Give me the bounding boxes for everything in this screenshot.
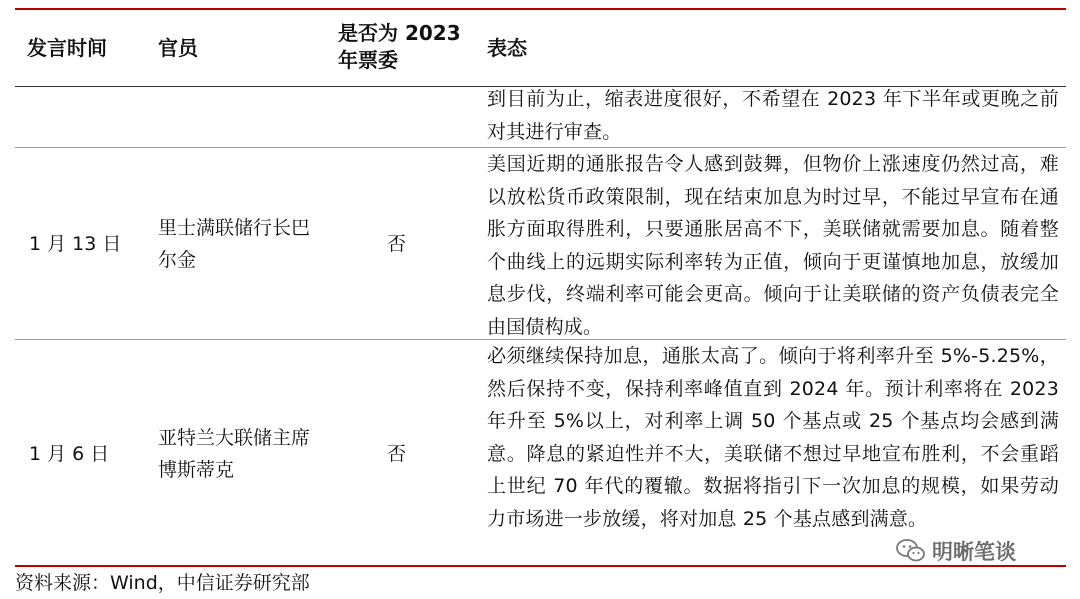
table-row-date: 1 月 13 日 [29, 233, 122, 255]
table-row-statement: 美国近期的通胀报告令人感到鼓舞，但物价上涨速度仍然过高，难以放松货币政策限制，现在结束加息为时过早，不能过早宣布在通胀方面取得胜利，只要通胀居高不下，美联储就需要加息。随着整个曲线上的远期实际利率转为正值，倾向于更谨慎地加息，放缓加息步伐，终端利率可能会更高。倾向于让美联储的资产负债表完全由国债构成。 [487, 153, 1059, 338]
table-row-official: 里士满联储行长巴尔金 [158, 217, 311, 271]
table-top-rule [15, 8, 1066, 10]
header-voter: 是否为 2023 年票委 [338, 21, 461, 72]
header-official: 官员 [158, 36, 198, 60]
header-time: 发言时间 [27, 36, 107, 60]
table-row-voter: 否 [387, 443, 407, 465]
header-statement: 表态 [487, 36, 527, 60]
watermark-text: 明晰笔谈 [932, 540, 1016, 564]
table-row-voter: 否 [387, 233, 407, 255]
source-note: 资料来源：Wind，中信证券研究部 [15, 572, 310, 594]
table-row-date: 1 月 6 日 [29, 443, 110, 465]
wechat-icon [896, 538, 926, 564]
table-row-official: 亚特兰大联储主席博斯蒂克 [158, 427, 311, 481]
watermark [896, 536, 1016, 566]
table-row-statement: 必须继续保持加息，通胀太高了。倾向于将利率升至 5%-5.25%，然后保持不变，保持利率峰值直到 2024 年。预计利率将在 2023 年升至 5%以上，对利率上调 50 个基点或 25 个基点均会感到满意。降息的紧迫性并不大，美联储不想过早地宣布胜利，不会重蹈上世纪 70 年代的覆辙。数据将指引下一次加息的规模，如果劳动力市场进一步放缓，将对加息 25 个基点感到满意。 [487, 345, 1059, 530]
table-row-statement: 到目前为止，缩表进度很好，不希望在 2023 年下半年或更晚之前对其进行审查。 [487, 88, 1059, 143]
